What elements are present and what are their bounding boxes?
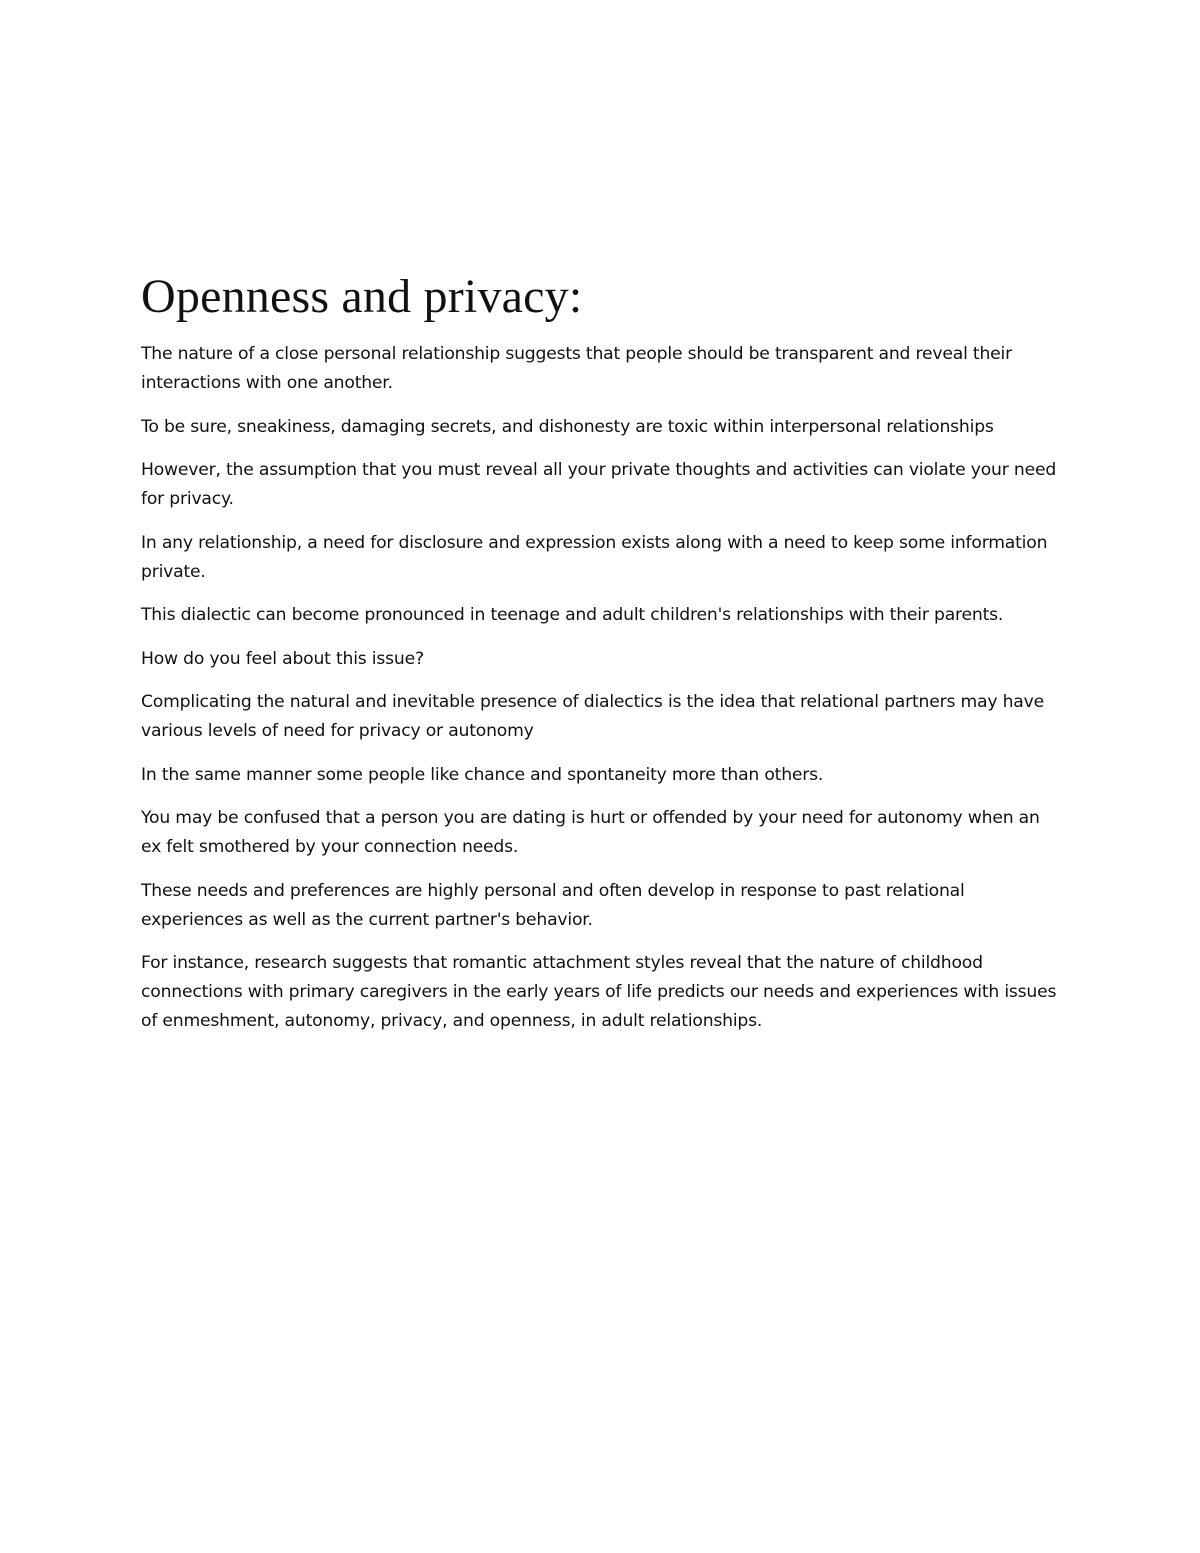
document-body: [141, 268, 1061, 1051]
paragraph: In any relationship, a need for disclosure and expression exists along with a need to keep some information private.: [141, 532, 1048, 582]
paragraph: How do you feel about this issue?: [141, 648, 424, 669]
page-title: Openness and privacy:: [141, 270, 583, 323]
paragraph: These needs and preferences are highly personal and often develop in response to past relational experiences as well as the current partner's behavior.: [141, 880, 965, 930]
paragraph: For instance, research suggests that romantic attachment styles reveal that the nature of childhood connections with primary caregivers in the early years of life predicts our needs and experiences with issues of enmeshment, autonomy, privacy, and openness, in adult relationships.: [141, 953, 1057, 1031]
paragraph: To be sure, sneakiness, damaging secrets, and dishonesty are toxic within interpersonal relationships: [141, 416, 994, 437]
paragraph: Complicating the natural and inevitable presence of dialectics is the idea that relational partners may have various levels of need for privacy or autonomy: [141, 692, 1044, 741]
paragraph: You may be confused that a person you are dating is hurt or offended by your need for autonomy when an ex felt smothered by your connection needs.: [141, 808, 1040, 857]
paragraph: In the same manner some people like chance and spontaneity more than others.: [141, 764, 824, 785]
paragraph: This dialectic can become pronounced in teenage and adult children's relationships with their parents.: [141, 605, 1004, 625]
paragraph: The nature of a close personal relationship suggests that people should be transparent and reveal their interactions with one another.: [141, 344, 1012, 393]
paragraph: However, the assumption that you must reveal all your private thoughts and activities can violate your need for privacy.: [141, 460, 1057, 509]
